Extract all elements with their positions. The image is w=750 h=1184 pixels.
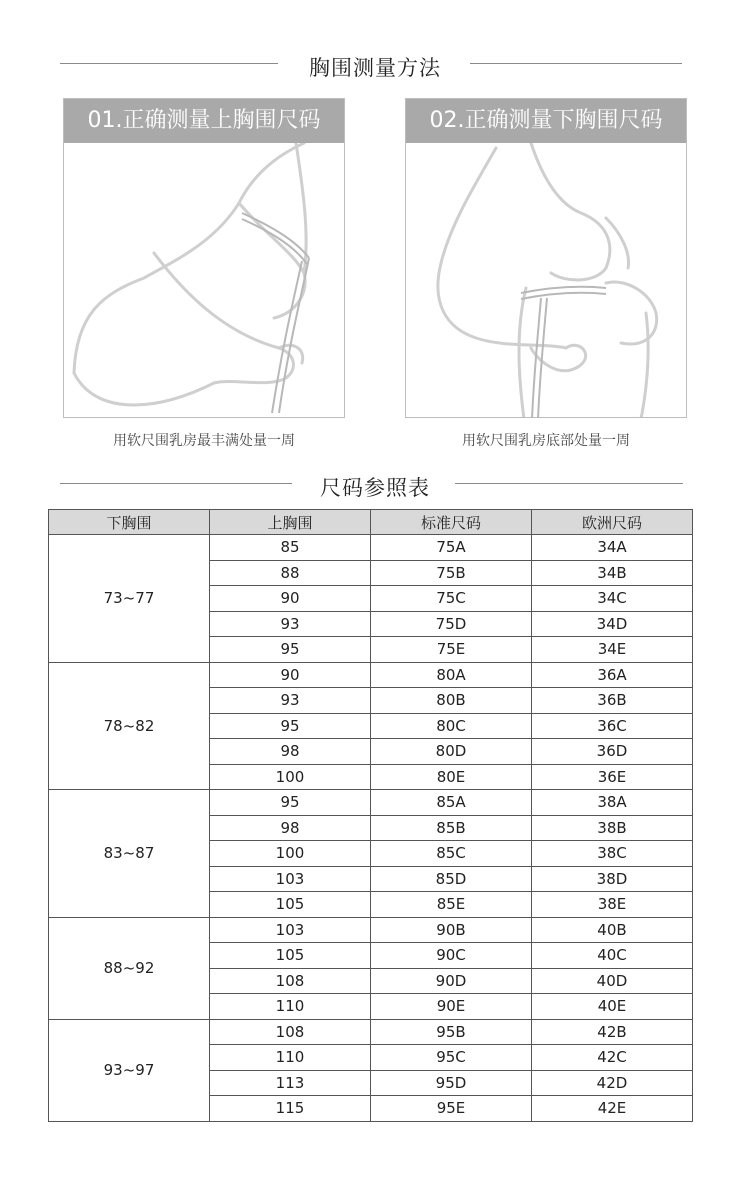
upper-bust-cell: 95 (210, 790, 371, 816)
eu-size-cell: 36C (532, 713, 693, 739)
upper-bust-cell: 100 (210, 764, 371, 790)
upper-bust-cell: 85 (210, 535, 371, 561)
header-upper-bust: 上胸围 (210, 510, 371, 535)
measure-panel-under (405, 98, 687, 418)
eu-size-cell: 42C (532, 1045, 693, 1071)
table-row (49, 917, 693, 943)
eu-size-cell: 38A (532, 790, 693, 816)
standard-size-cell: 90C (371, 943, 532, 969)
standard-size-cell: 80D (371, 739, 532, 765)
under-bust-illustration (406, 143, 687, 418)
divider-line (455, 483, 683, 484)
header-under-bust: 下胸围 (49, 510, 210, 535)
eu-size-cell: 42E (532, 1096, 693, 1122)
eu-size-cell: 36B (532, 688, 693, 714)
method-section-title (0, 44, 750, 84)
upper-bust-cell: 110 (210, 1045, 371, 1071)
eu-size-cell: 38C (532, 841, 693, 867)
upper-bust-cell: 95 (210, 637, 371, 663)
standard-size-cell: 85E (371, 892, 532, 918)
standard-size-cell: 90D (371, 968, 532, 994)
table-row (49, 662, 693, 688)
eu-size-cell: 40B (532, 917, 693, 943)
upper-bust-cell: 105 (210, 943, 371, 969)
measure-panel-upper (63, 98, 345, 418)
table-section-title (0, 464, 750, 504)
eu-size-cell: 38E (532, 892, 693, 918)
upper-bust-cell: 105 (210, 892, 371, 918)
standard-size-cell: 85B (371, 815, 532, 841)
table-header-row (49, 510, 693, 535)
standard-size-cell: 80A (371, 662, 532, 688)
eu-size-cell: 34C (532, 586, 693, 612)
standard-size-cell: 80C (371, 713, 532, 739)
upper-bust-cell: 100 (210, 841, 371, 867)
standard-size-cell: 80B (371, 688, 532, 714)
upper-bust-cell: 108 (210, 968, 371, 994)
panel-banner: 01.正确测量上胸围尺码 (64, 99, 344, 143)
panel-caption: 用软尺围乳房底部处量一周 (462, 433, 630, 449)
upper-bust-cell: 103 (210, 917, 371, 943)
standard-size-cell: 75E (371, 637, 532, 663)
eu-size-cell: 34D (532, 611, 693, 637)
upper-bust-cell: 90 (210, 662, 371, 688)
upper-bust-illustration (64, 143, 345, 418)
eu-size-cell: 36A (532, 662, 693, 688)
upper-bust-cell: 90 (210, 586, 371, 612)
table-title: 尺码参照表 (320, 476, 430, 500)
standard-size-cell: 75C (371, 586, 532, 612)
divider-line (470, 63, 682, 64)
upper-bust-cell: 115 (210, 1096, 371, 1122)
eu-size-cell: 38B (532, 815, 693, 841)
eu-size-cell: 34E (532, 637, 693, 663)
upper-bust-cell: 108 (210, 1019, 371, 1045)
upper-bust-cell: 88 (210, 560, 371, 586)
standard-size-cell: 75D (371, 611, 532, 637)
standard-size-cell: 75A (371, 535, 532, 561)
standard-size-cell: 90E (371, 994, 532, 1020)
standard-size-cell: 80E (371, 764, 532, 790)
upper-bust-cell: 93 (210, 688, 371, 714)
eu-size-cell: 42B (532, 1019, 693, 1045)
standard-size-cell: 90B (371, 917, 532, 943)
standard-size-cell: 85A (371, 790, 532, 816)
eu-size-cell: 38D (532, 866, 693, 892)
table-row (49, 790, 693, 816)
standard-size-cell: 75B (371, 560, 532, 586)
eu-size-cell: 36D (532, 739, 693, 765)
eu-size-cell: 36E (532, 764, 693, 790)
upper-bust-cell: 110 (210, 994, 371, 1020)
eu-size-cell: 40E (532, 994, 693, 1020)
upper-bust-cell: 93 (210, 611, 371, 637)
standard-size-cell: 85D (371, 866, 532, 892)
table-row (49, 1019, 693, 1045)
panel-banner: 02.正确测量下胸围尺码 (406, 99, 686, 143)
eu-size-cell: 34B (532, 560, 693, 586)
upper-bust-cell: 98 (210, 815, 371, 841)
under-bust-range-cell: 83~87 (49, 790, 210, 918)
eu-size-cell: 40C (532, 943, 693, 969)
upper-bust-cell: 98 (210, 739, 371, 765)
upper-bust-cell: 95 (210, 713, 371, 739)
size-chart-table (48, 509, 693, 1122)
standard-size-cell: 85C (371, 841, 532, 867)
under-bust-range-cell: 88~92 (49, 917, 210, 1019)
method-title: 胸围测量方法 (309, 56, 441, 80)
under-bust-range-cell: 93~97 (49, 1019, 210, 1121)
under-bust-range-cell: 73~77 (49, 535, 210, 663)
standard-size-cell: 95D (371, 1070, 532, 1096)
eu-size-cell: 42D (532, 1070, 693, 1096)
standard-size-cell: 95B (371, 1019, 532, 1045)
eu-size-cell: 40D (532, 968, 693, 994)
header-standard-size: 标准尺码 (371, 510, 532, 535)
standard-size-cell: 95E (371, 1096, 532, 1122)
standard-size-cell: 95C (371, 1045, 532, 1071)
under-bust-range-cell: 78~82 (49, 662, 210, 790)
panel-caption: 用软尺围乳房最丰满处量一周 (113, 433, 295, 449)
upper-bust-cell: 113 (210, 1070, 371, 1096)
header-eu-size: 欧洲尺码 (532, 510, 693, 535)
upper-bust-cell: 103 (210, 866, 371, 892)
eu-size-cell: 34A (532, 535, 693, 561)
table-row (49, 535, 693, 561)
